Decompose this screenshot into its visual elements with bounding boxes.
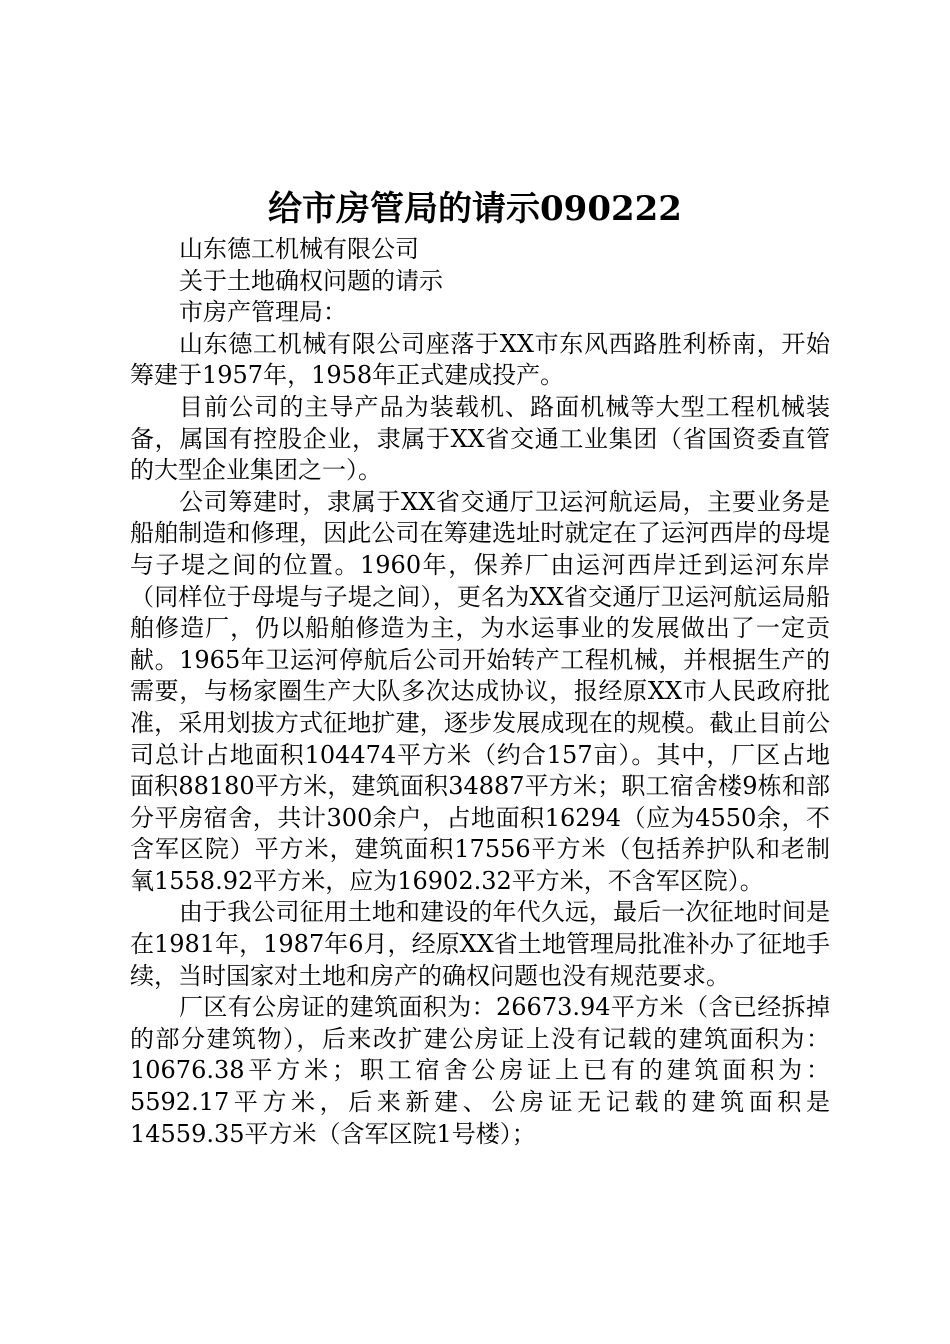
document-title: 给市房管局的请示090222 (268, 189, 682, 229)
addressee-line: 市房产管理局： (179, 298, 347, 327)
body-paragraph: 公司筹建时，隶属于XX省交通厅卫运河航运局，主要业务是船舶制造和修理，因此公司在筹建选址时就定在了运河西岸的母堤与子堤之间的位置。1960年，保养厂由运河西岸迁到运河东岸（同样位于母堤与子堤之间），更名为XX省交通厅卫运河航运局船舶修造厂，仍以船舶修造为主，为水运事业的发展做出了一定贡献。1965年卫运河停航后公司开始转产工程机械，并根据生产的需要，与杨家圈生产大队多次达成协议，报经原XX市人民政府批准，采用划拔方式征地扩建，逐步发展成现在的规模。截止目前公司总计占地面积104474平方米（约合157亩）。其中，厂区占地面积88180平方米，建筑面积34887平方米；职工宿舍楼9栋和部分平房宿舍，共计300余户，占地面积16294（应为4550余，不含军区院）平方米，建筑面积17556平方米（包括养护队和老制氧1558.92平方米，应为16902.32平方米，不含军区院）。 (130, 487, 830, 895)
company-line: 山东德工机械有限公司 (179, 235, 419, 263)
body-paragraph: 山东德工机械有限公司座落于XX市东风西路胜利桥南，开始筹建于1957年，1958年正式建成投产。 (130, 329, 830, 390)
body-paragraph: 厂区有公房证的建筑面积为：26673.94平方米（含已经拆掉的部分建筑物），后来改扩建公房证上没有记载的建筑面积为：10676.38平方米；职工宿舍公房证上已有的建筑面积为：5592.17平方米，后来新建、公房证无记载的建筑面积是14559.35平方米（含军区院1号楼）； (130, 993, 830, 1148)
body-paragraph: 目前公司的主导产品为装载机、路面机械等大型工程机械装备，属国有控股企业，隶属于XX省交通工业集团（省国资委直管的大型企业集团之一）。 (130, 392, 830, 485)
document-body (130, 234, 830, 1150)
subject-line: 关于土地确权问题的请示 (179, 266, 443, 295)
body-paragraph: 由于我公司征用土地和建设的年代久远，最后一次征地时间是在1981年，1987年6月，经原XX省土地管理局批准补办了征地手续，当时国家对土地和房产的确权问题也没有规范要求。 (130, 898, 830, 990)
